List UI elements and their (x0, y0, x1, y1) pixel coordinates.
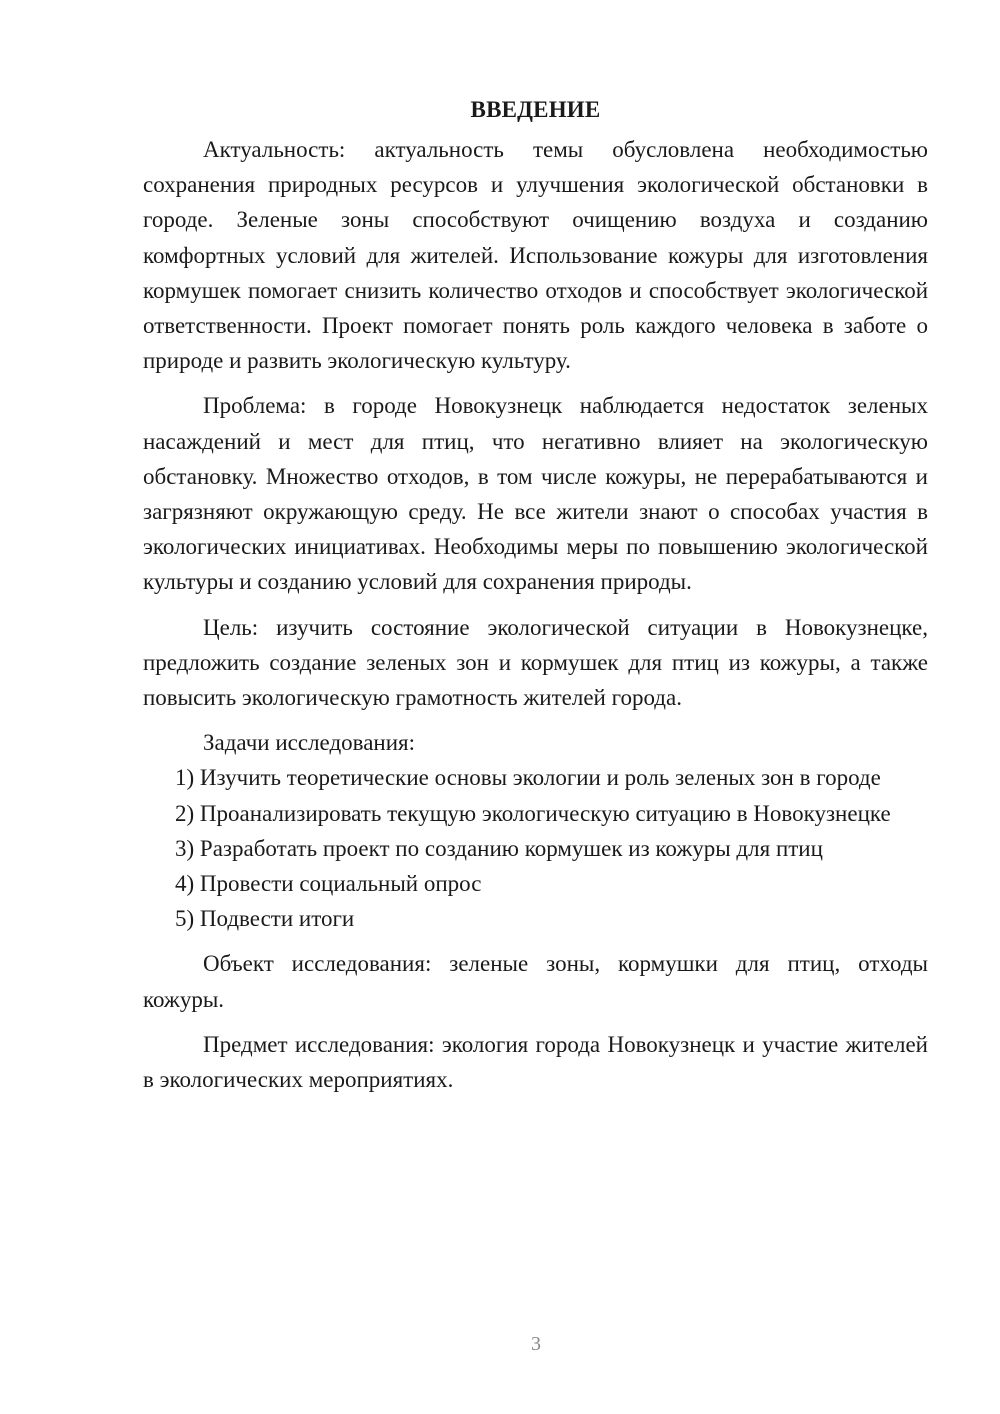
task-item-5: 5) Подвести итоги (175, 906, 355, 932)
document-page (143, 92, 928, 1097)
tasks-title: Задачи исследования: (203, 730, 416, 756)
goal-paragraph: Цель: изучить состояние экологической ситуации в Новокузнецке, предложить создание зеленых зон и кормушек для птиц из кожуры, а также повысить экологическую грамотность жителей города. (143, 614, 928, 711)
task-item-3: 3) Разработать проект по созданию кормушек из кожуры для птиц (175, 835, 823, 861)
task-item-1: 1) Изучить теоретические основы экологии и роль зеленых зон в городе (175, 765, 881, 791)
relevance-paragraph: Актуальность: актуальность темы обусловлена необходимостью сохранения природных ресурсов и улучшения экологической обстановки в городе. Зеленые зоны способствуют очищению воздуха и созданию комфортных условий для жителей. Использование кожуры для изготовления кормушек помогает снизить количество отходов и способствует экологической ответственности. Проект помогает понять роль каждого человека в заботе о природе и развить экологическую культуру. (143, 137, 928, 374)
page-title: ВВЕДЕНИЕ (470, 97, 601, 122)
task-item-4: 4) Провести социальный опрос (175, 871, 482, 897)
object-paragraph: Объект исследования: зеленые зоны, кормушки для птиц, отходы кожуры. (143, 951, 928, 1012)
task-item-2: 2) Проанализировать текущую экологическую ситуацию в Новокузнецке (175, 800, 891, 826)
page-number: 3 (531, 1333, 541, 1355)
subject-paragraph: Предмет исследования: экология города Новокузнецк и участие жителей в экологических мероприятиях. (143, 1031, 928, 1093)
problem-paragraph: Проблема: в городе Новокузнецк наблюдается недостаток зеленых насаждений и мест для птиц, что негативно влияет на экологическую обстановку. Множество отходов, в том числе кожуры, не перерабатываются и загрязняют окружающую среду. Не все жители знают о способах участия в экологических инициативах. Необходимы меры по повышению экологической культуры и созданию условий для сохранения природы. (143, 393, 928, 595)
